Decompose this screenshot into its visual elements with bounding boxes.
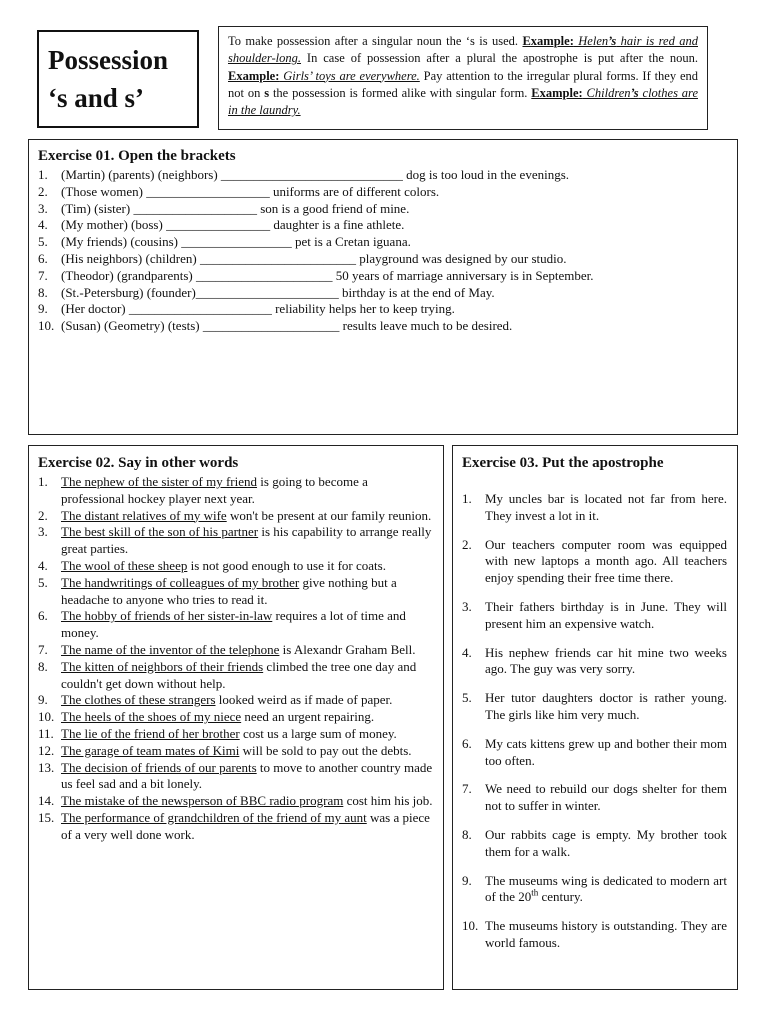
list-item: 8. The kitten of neighbors of their friends climbed the tree one day and couldn't get down without help. [38,658,417,691]
list-item: 12. The garage of team mates of Kimi will be sold to pay out the debts. [38,742,412,758]
title-line-1: Possession [48,45,169,75]
exercise-3-heading: Exercise 03. Put the apostrophe [462,455,664,471]
exercise-1-list [38,167,737,335]
list-item: 2. (Those women) ___________________ uniforms are of different colors. [38,183,440,199]
exercise-3-box [452,445,738,990]
list-item: 8. Our rabbits cage is empty. My brother took them for a walk. [462,826,727,859]
list-item: 15. The performance of grandchildren of the friend of my aunt was a piece of a very well done work. [38,809,430,842]
page-title [48,41,168,117]
rule-sentence-1: To make possession after a singular noun the ‘s is used. [228,34,523,48]
list-item: 13. The decision of friends of our parents to move to another country made us feel sad and a bit lonely. [38,759,433,792]
example-1-part-a: Helen [573,34,609,48]
letter-s: s [264,85,270,100]
list-item: 7. We need to rebuild our dogs shelter for them not to suffer in winter. [462,781,727,814]
list-item: 9. (Her doctor) ______________________ reliability helps her to keep trying. [38,301,455,317]
exercise-2-box [28,445,444,990]
list-item: 10. The heels of the shoes of my niece need an urgent repairing. [38,709,375,725]
list-item: 5. Her tutor daughters doctor is rather young. The girls like him very much. [462,690,727,722]
rule-text [228,33,698,119]
example-label-2: Example: [228,68,280,83]
example-1-part-b: ’s [608,34,617,48]
example-1-part-c: hair is red and shoulder-long. [228,34,698,66]
rule-sentence-2: In case of possession after a plural the apostrophe is put after the noun. [301,51,698,66]
title-box [37,30,199,128]
title-line-2: ‘s and s’ [48,83,145,113]
rule-sentence-3: Pay attention to the irregular plural forms. If they end not on [228,68,698,100]
list-item: 6. (His neighbors) (children) ________________________ playground was designed by our studio. [38,250,567,266]
list-item: 4. The wool of these sheep is not good enough to use it for coats. [38,557,386,573]
example-label-1: Example: [522,34,574,48]
example-2: Girls’ toys are everywhere. [279,68,420,83]
exercise-2-list [38,474,433,844]
exercise-1-heading: Exercise 01. Open the brackets [38,148,236,164]
exercise-2-heading: Exercise 02. Say in other words [38,455,239,471]
list-item: 7. (Theodor) (grandparents) _____________________ 50 years of marriage anniversary is in September. [38,267,594,283]
example-label-3: Example: [531,85,583,100]
list-item: 14. The mistake of the newsperson of BBC radio program cost him his job. [38,793,433,809]
rule-box [218,26,708,130]
list-item: 3. Their fathers birthday is in June. They will present him an expensive watch. [462,598,727,631]
example-3-part-b: ’s [630,85,639,100]
example-3-part-a: Children [582,85,631,100]
list-item: 3. (Tim) (sister) ___________________ son is a good friend of mine. [38,200,410,216]
list-item: 1. (Martin) (parents) (neighbors) ____________________________ dog is too loud in the evenings. [38,167,570,182]
list-item: 8. (St.-Petersburg) (founder)______________________ birthday is at the end of May. [38,284,495,300]
list-item: 7. The name of the inventor of the telephone is Alexandr Graham Bell. [38,641,416,657]
list-item: 9. The clothes of these strangers looked weird as if made of paper. [38,692,393,708]
list-item: 2. Our teachers computer room was equipped with new laptops a month ago. All teachers enjoy spending their free time there. [462,536,727,586]
exercise-3-list [462,491,727,952]
list-item: 4. (My mother) (boss) ________________ daughter is a fine athlete. [38,217,405,233]
list-item: 4. His nephew friends car hit mine two weeks ago. The guy was very sorry. [462,644,727,677]
list-item: 3. The best skill of the son of his partner is his capability to arrange really great parties. [38,524,432,557]
list-item: 10. The museums history is outstanding. They are world famous. [462,918,727,950]
list-item: 1. My uncles bar is located not far from here. They invest a lot in it. [462,491,727,523]
list-item: 9. The museums wing is dedicated to modern art of the 20th century. [462,872,727,905]
rule-sentence-4: the possession is formed alike with singular form. [269,85,532,100]
list-item: 5. The handwritings of colleagues of my brother give nothing but a headache to anyone who tries to read it. [38,574,397,607]
list-item: 2. The distant relatives of my wife won't be present at our family reunion. [38,507,432,523]
exercise-1-box [28,139,738,435]
list-item: 5. (My friends) (cousins) _________________ pet is a Cretan iguana. [38,234,411,250]
example-3-part-c: clothes are in the laundry. [228,85,698,118]
list-item: 11. The lie of the friend of her brother cost us a large sum of money. [38,725,397,741]
list-item: 6. My cats kittens grew up and bother their mom too often. [462,735,727,768]
list-item: 6. The hobby of friends of her sister-in-law requires a lot of time and money. [38,608,406,641]
list-item: 1. The nephew of the sister of my friend is going to become a professional hockey player next year. [38,474,368,506]
list-item: 10. (Susan) (Geometry) (tests) _____________________ results leave much to be desired. [38,318,513,334]
